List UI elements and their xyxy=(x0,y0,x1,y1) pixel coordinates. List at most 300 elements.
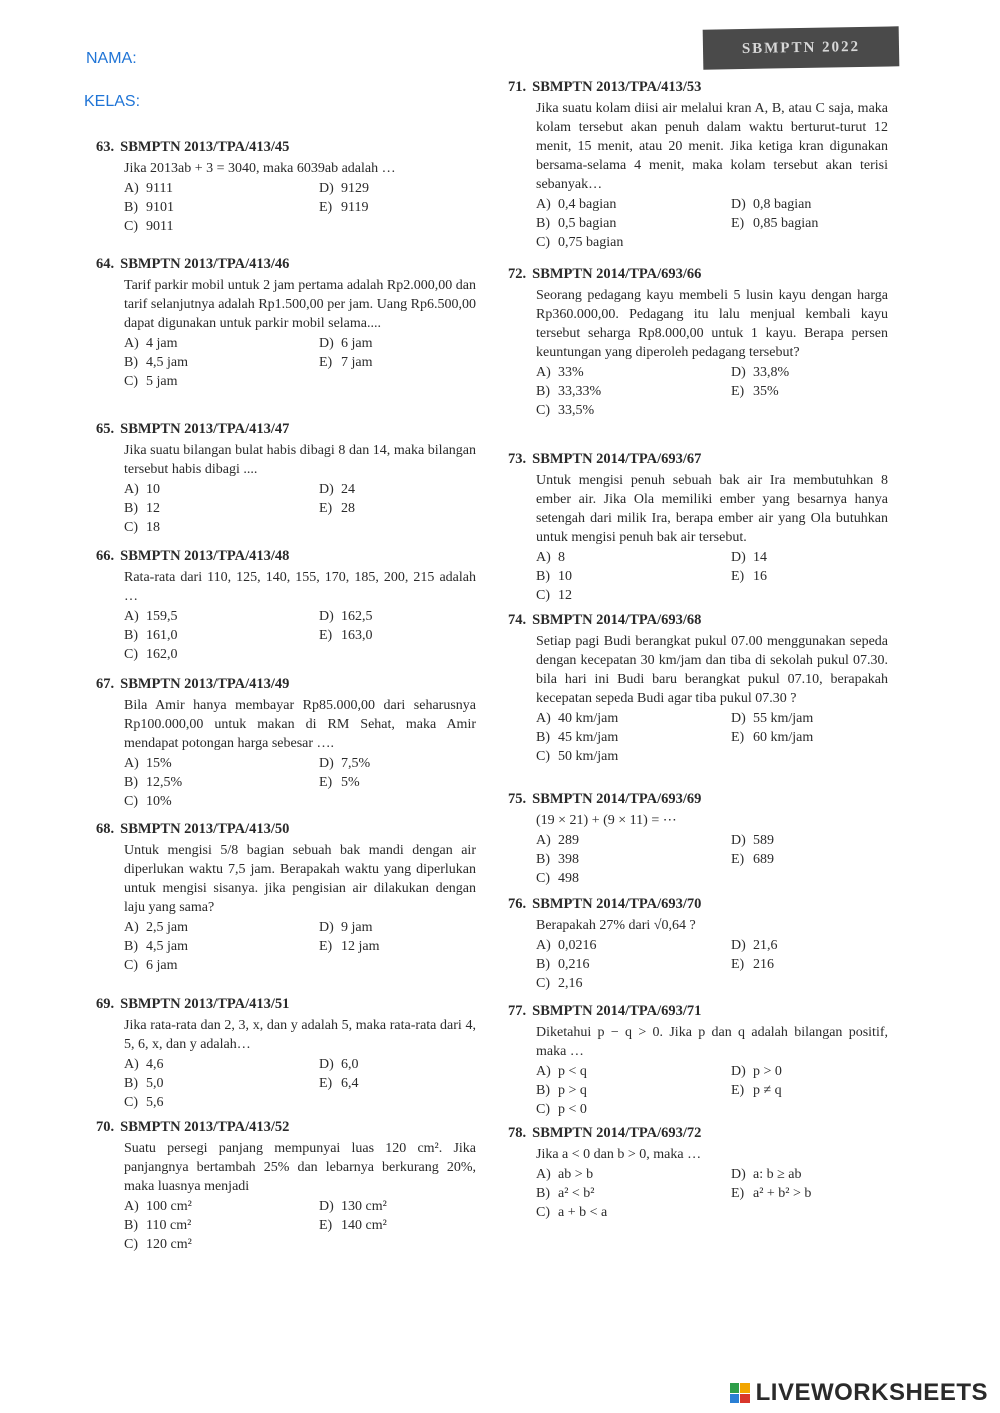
option-value: 0,75 bagian xyxy=(558,235,624,250)
option-letter: B) xyxy=(536,216,550,231)
option-letter: E) xyxy=(731,852,745,867)
answer-option[interactable] xyxy=(319,1216,504,1235)
question-text: Untuk mengisi 5/8 bagian sebuah bak mandi dengan air diperlukan waktu 7,5 jam. Berapakah waktu yang diperlukan untuk mengisi sisanya. jika pengisian air dilakukan dengan laju yang sama? xyxy=(124,843,476,915)
answer-option[interactable] xyxy=(319,1197,504,1216)
answer-option[interactable] xyxy=(124,179,319,198)
question-header xyxy=(96,255,476,274)
answer-option[interactable] xyxy=(124,1235,319,1254)
option-letter: D) xyxy=(319,482,334,497)
answer-option[interactable] xyxy=(319,754,504,773)
answer-option[interactable] xyxy=(536,850,731,869)
answer-option[interactable] xyxy=(124,1197,319,1216)
option-value: 0,216 xyxy=(558,957,590,972)
question-number: 63. xyxy=(96,139,115,155)
question-text: Seorang pedagang kayu membeli 5 lusin kayu dengan harga Rp360.000,00. Pedagang itu lalu menjual kembali kayu tersebut seharga Rp8.000,00 untuk 1 kayu. Berapa persen keuntungan yang diperoleh pedagang tersebut? xyxy=(536,288,888,360)
question-source: SBMPTN 2013/TPA/413/52 xyxy=(120,1119,290,1135)
answer-option[interactable] xyxy=(124,480,319,499)
answer-option[interactable] xyxy=(536,1100,731,1119)
answer-options xyxy=(508,831,888,888)
exam-badge: SBMPTN 2022 xyxy=(703,26,900,69)
answer-option[interactable] xyxy=(319,918,504,937)
option-value: a² + b² > b xyxy=(753,1186,812,1201)
option-letter: C) xyxy=(536,1205,550,1220)
option-letter: C) xyxy=(536,871,550,886)
question-header xyxy=(508,1002,888,1021)
answer-option[interactable] xyxy=(536,955,731,974)
question-source: SBMPTN 2013/TPA/413/48 xyxy=(120,548,290,564)
question-source: SBMPTN 2014/TPA/693/71 xyxy=(532,1003,702,1019)
answer-option[interactable] xyxy=(536,936,731,955)
answer-option[interactable] xyxy=(124,607,319,626)
answer-option[interactable] xyxy=(536,1062,731,1081)
answer-option[interactable] xyxy=(124,645,319,664)
question-header xyxy=(508,895,888,914)
option-letter: D) xyxy=(731,1064,746,1079)
option-value: 7,5% xyxy=(341,756,371,771)
answer-option[interactable] xyxy=(731,1062,916,1081)
question-text: Jika suatu bilangan bulat habis dibagi 8 dan 14, maka bilangan tersebut habis dibagi .... xyxy=(124,443,476,477)
option-letter: B) xyxy=(124,1218,138,1233)
option-letter: D) xyxy=(319,336,334,351)
answer-option[interactable] xyxy=(124,198,319,217)
option-letter: C) xyxy=(536,1102,550,1117)
answer-option[interactable] xyxy=(319,499,504,518)
answer-option[interactable] xyxy=(124,217,319,236)
option-value: 0,4 bagian xyxy=(558,197,617,212)
question-text: Jika 2013ab + 3 = 3040, maka 6039ab adalah … xyxy=(124,161,396,176)
option-value: p < q xyxy=(558,1064,587,1079)
question-source: SBMPTN 2014/TPA/693/72 xyxy=(532,1125,702,1141)
option-letter: C) xyxy=(536,235,550,250)
question-number: 74. xyxy=(508,612,527,628)
answer-option[interactable] xyxy=(536,548,731,567)
answer-option[interactable] xyxy=(731,850,916,869)
option-value: 163,0 xyxy=(341,628,373,643)
answer-option[interactable] xyxy=(124,1074,319,1093)
option-value: 0,85 bagian xyxy=(753,216,819,231)
option-letter: C) xyxy=(124,958,138,973)
question-number: 72. xyxy=(508,266,527,282)
answer-option[interactable] xyxy=(536,363,731,382)
option-letter: B) xyxy=(124,200,138,215)
option-letter: E) xyxy=(731,384,745,399)
option-value: 2,16 xyxy=(558,976,583,991)
option-letter: B) xyxy=(124,628,138,643)
answer-option[interactable] xyxy=(731,1184,916,1203)
question-header xyxy=(96,1118,476,1137)
option-value: 9129 xyxy=(341,181,369,196)
question-text: Suatu persegi panjang mempunyai luas 120 cm². Jika panjangnya bertambah 25% dan lebarnya berkurang 20%, maka luasnya menjadi xyxy=(124,1141,476,1194)
answer-option[interactable] xyxy=(536,382,731,401)
answer-options xyxy=(508,936,888,993)
answer-options xyxy=(96,179,476,236)
option-letter: E) xyxy=(319,355,333,370)
question-source: SBMPTN 2014/TPA/693/66 xyxy=(532,266,702,282)
answer-option[interactable] xyxy=(319,607,504,626)
answer-option[interactable] xyxy=(536,195,731,214)
answer-option[interactable] xyxy=(124,1216,319,1235)
answer-option[interactable] xyxy=(124,918,319,937)
question-67 xyxy=(96,675,476,811)
option-value: 14 xyxy=(753,550,767,565)
option-value: 10 xyxy=(146,482,160,497)
option-letter: C) xyxy=(124,1237,138,1252)
option-letter: E) xyxy=(319,1076,333,1091)
option-letter: E) xyxy=(731,1186,745,1201)
option-value: 9119 xyxy=(341,200,369,215)
option-value: ab > b xyxy=(558,1167,594,1182)
answer-option[interactable] xyxy=(319,1074,504,1093)
question-73 xyxy=(508,450,888,605)
question-source: SBMPTN 2014/TPA/693/69 xyxy=(532,791,702,807)
option-letter: C) xyxy=(536,976,550,991)
option-value: 33,8% xyxy=(753,365,790,380)
option-letter: E) xyxy=(319,1218,333,1233)
option-value: 60 km/jam xyxy=(753,730,814,745)
option-letter: A) xyxy=(536,1064,551,1079)
option-letter: C) xyxy=(124,374,138,389)
option-letter: E) xyxy=(319,628,333,643)
question-text: Diketahui p − q > 0. Jika p dan q adalah bilangan positif, maka … xyxy=(536,1025,888,1059)
option-value: 5 jam xyxy=(146,374,178,389)
answer-option[interactable] xyxy=(731,548,916,567)
option-letter: B) xyxy=(536,852,550,867)
option-letter: A) xyxy=(124,756,139,771)
option-value: 140 cm² xyxy=(341,1218,387,1233)
option-letter: D) xyxy=(731,365,746,380)
option-letter: E) xyxy=(731,1083,745,1098)
option-letter: D) xyxy=(731,711,746,726)
question-76 xyxy=(508,895,888,993)
option-letter: B) xyxy=(124,355,138,370)
option-letter: A) xyxy=(124,181,139,196)
answer-option[interactable] xyxy=(536,831,731,850)
question-header xyxy=(508,265,888,284)
answer-option[interactable] xyxy=(731,1165,916,1184)
question-number: 76. xyxy=(508,896,527,912)
answer-option[interactable] xyxy=(124,754,319,773)
answer-option[interactable] xyxy=(536,1203,731,1222)
option-value: 6 jam xyxy=(146,958,178,973)
option-value: 0,0216 xyxy=(558,938,597,953)
option-letter: E) xyxy=(319,775,333,790)
answer-option[interactable] xyxy=(319,937,504,956)
answer-option[interactable] xyxy=(124,353,319,372)
option-value: 6,4 xyxy=(341,1076,359,1091)
option-value: 16 xyxy=(753,569,767,584)
answer-option[interactable] xyxy=(319,353,504,372)
question-number: 64. xyxy=(96,256,115,272)
question-header xyxy=(96,820,476,839)
answer-option[interactable] xyxy=(731,728,916,747)
option-letter: E) xyxy=(319,200,333,215)
question-text: Untuk mengisi penuh sebuah bak air Ira membutuhkan 8 ember air. Jika Ola memiliki ember yang besarnya hanya setengah dari milik Ira, berapa ember air yang Ola butuhkan untuk mengisi penuh bak air tersebut. xyxy=(536,473,888,545)
option-value: 33,33% xyxy=(558,384,602,399)
question-63 xyxy=(96,138,476,236)
answer-option[interactable] xyxy=(124,334,319,353)
option-letter: C) xyxy=(124,794,138,809)
answer-option[interactable] xyxy=(124,792,319,811)
option-value: 18 xyxy=(146,520,160,535)
option-value: a: b ≥ ab xyxy=(753,1167,802,1182)
option-letter: C) xyxy=(536,749,550,764)
option-value: 10% xyxy=(146,794,172,809)
option-value: 689 xyxy=(753,852,774,867)
option-letter: D) xyxy=(319,920,334,935)
answer-option[interactable] xyxy=(319,179,504,198)
question-source: SBMPTN 2013/TPA/413/53 xyxy=(532,79,702,95)
option-value: 589 xyxy=(753,833,774,848)
answer-option[interactable] xyxy=(731,1081,916,1100)
question-source: SBMPTN 2013/TPA/413/50 xyxy=(120,821,290,837)
option-letter: B) xyxy=(124,1076,138,1091)
option-letter: B) xyxy=(124,501,138,516)
option-letter: B) xyxy=(536,1186,550,1201)
question-77 xyxy=(508,1002,888,1119)
answer-option[interactable] xyxy=(536,401,731,420)
class-label: KELAS: xyxy=(84,93,141,110)
option-value: 398 xyxy=(558,852,579,867)
answer-option[interactable] xyxy=(536,974,731,993)
question-74 xyxy=(508,611,888,766)
option-value: 12 jam xyxy=(341,939,380,954)
option-letter: A) xyxy=(536,711,551,726)
option-letter: D) xyxy=(731,550,746,565)
question-75 xyxy=(508,790,888,888)
answer-option[interactable] xyxy=(536,1165,731,1184)
option-value: 162,0 xyxy=(146,647,178,662)
question-text: Jika a < 0 dan b > 0, maka … xyxy=(536,1147,702,1162)
option-letter: D) xyxy=(731,1167,746,1182)
option-value: 161,0 xyxy=(146,628,178,643)
answer-option[interactable] xyxy=(536,1184,731,1203)
option-letter: A) xyxy=(536,833,551,848)
option-letter: E) xyxy=(731,730,745,745)
option-letter: E) xyxy=(319,939,333,954)
name-label: NAMA: xyxy=(86,50,137,67)
question-78 xyxy=(508,1124,888,1222)
option-letter: A) xyxy=(124,1199,139,1214)
answer-option[interactable] xyxy=(731,214,916,233)
answer-option[interactable] xyxy=(319,198,504,217)
answer-options xyxy=(508,1165,888,1222)
answer-option[interactable] xyxy=(319,773,504,792)
question-number: 75. xyxy=(508,791,527,807)
answer-option[interactable] xyxy=(731,955,916,974)
question-number: 73. xyxy=(508,451,527,467)
answer-option[interactable] xyxy=(319,1055,504,1074)
question-text: Jika suatu kolam diisi air melalui kran A, B, atau C saja, maka kolam tersebut akan penuh dalam waktu berturut-turut 12 menit, 15 menit, atau 20 menit. Jika ketiga kran digunakan bersama-selama 4 menit, maka kolam tersebut akan terisi sebanyak… xyxy=(536,101,888,192)
question-text: Tarif parkir mobil untuk 2 jam pertama adalah Rp2.000,00 dan tarif selanjutnya adalah Rp1.500,00 per jam. Uang Rp6.500,00 dapat digunakan untuk parkir mobil selama.... xyxy=(124,278,476,331)
answer-options xyxy=(508,195,888,252)
option-letter: D) xyxy=(731,938,746,953)
question-text: Bila Amir hanya membayar Rp85.000,00 dari seharusnya Rp100.000,00 untuk makan di RM Sehat, maka Amir mendapat potongan harga sebesar …. xyxy=(124,698,476,751)
answer-option[interactable] xyxy=(124,1093,319,1112)
answer-option[interactable] xyxy=(124,499,319,518)
option-value: 55 km/jam xyxy=(753,711,814,726)
option-letter: E) xyxy=(731,957,745,972)
option-letter: A) xyxy=(124,482,139,497)
option-value: 0,5 bagian xyxy=(558,216,617,231)
answer-option[interactable] xyxy=(536,728,731,747)
option-letter: A) xyxy=(124,1057,139,1072)
option-value: 2,5 jam xyxy=(146,920,188,935)
answer-option[interactable] xyxy=(536,709,731,728)
question-header xyxy=(508,790,888,809)
option-value: 12 xyxy=(146,501,160,516)
question-text: Rata-rata dari 110, 125, 140, 155, 170, 185, 200, 215 adalah … xyxy=(124,570,476,604)
answer-option[interactable] xyxy=(731,195,916,214)
answer-option[interactable] xyxy=(124,937,319,956)
question-71 xyxy=(508,78,888,252)
option-letter: B) xyxy=(536,569,550,584)
answer-option[interactable] xyxy=(536,567,731,586)
question-number: 68. xyxy=(96,821,115,837)
question-number: 78. xyxy=(508,1125,527,1141)
question-source: SBMPTN 2014/TPA/693/67 xyxy=(532,451,702,467)
answer-options xyxy=(508,709,888,766)
option-value: 33% xyxy=(558,365,584,380)
option-value: 6 jam xyxy=(341,336,373,351)
answer-option[interactable] xyxy=(731,363,916,382)
option-value: 21,6 xyxy=(753,938,778,953)
answer-option[interactable] xyxy=(124,626,319,645)
answer-options xyxy=(96,1055,476,1112)
option-value: 24 xyxy=(341,482,355,497)
logo-text: LIVEWORKSHEETS xyxy=(755,1379,988,1406)
question-64 xyxy=(96,255,476,391)
option-value: 0,8 bagian xyxy=(753,197,812,212)
question-source: SBMPTN 2013/TPA/413/46 xyxy=(120,256,290,272)
answer-option[interactable] xyxy=(731,567,916,586)
option-value: 289 xyxy=(558,833,579,848)
answer-option[interactable] xyxy=(124,956,319,975)
question-number: 67. xyxy=(96,676,115,692)
option-value: p > q xyxy=(558,1083,587,1098)
answer-option[interactable] xyxy=(731,831,916,850)
answer-option[interactable] xyxy=(536,1081,731,1100)
option-letter: C) xyxy=(536,588,550,603)
option-value: 100 cm² xyxy=(146,1199,192,1214)
question-source: SBMPTN 2013/TPA/413/47 xyxy=(120,421,290,437)
answer-option[interactable] xyxy=(319,626,504,645)
option-letter: A) xyxy=(536,550,551,565)
question-69 xyxy=(96,995,476,1112)
option-value: 8 xyxy=(558,550,565,565)
question-header xyxy=(508,1124,888,1143)
option-letter: D) xyxy=(731,197,746,212)
answer-options xyxy=(508,548,888,605)
option-value: 498 xyxy=(558,871,579,886)
option-letter: D) xyxy=(319,1199,334,1214)
option-value: p > 0 xyxy=(753,1064,782,1079)
question-header xyxy=(96,547,476,566)
answer-option[interactable] xyxy=(731,382,916,401)
answer-option[interactable] xyxy=(536,233,731,252)
option-value: p < 0 xyxy=(558,1102,587,1117)
question-header xyxy=(508,611,888,630)
option-value: 4,5 jam xyxy=(146,355,188,370)
question-number: 77. xyxy=(508,1003,527,1019)
option-value: p ≠ q xyxy=(753,1083,782,1098)
question-source: SBMPTN 2014/TPA/693/70 xyxy=(532,896,702,912)
question-number: 71. xyxy=(508,79,527,95)
option-letter: A) xyxy=(536,365,551,380)
option-value: 33,5% xyxy=(558,403,595,418)
option-letter: B) xyxy=(536,730,550,745)
option-letter: D) xyxy=(319,756,334,771)
answer-options xyxy=(96,334,476,391)
question-number: 66. xyxy=(96,548,115,564)
option-letter: E) xyxy=(731,216,745,231)
question-header xyxy=(96,138,476,157)
option-letter: A) xyxy=(536,197,551,212)
question-72 xyxy=(508,265,888,420)
question-source: SBMPTN 2013/TPA/413/45 xyxy=(120,139,290,155)
answer-option[interactable] xyxy=(536,214,731,233)
answer-option[interactable] xyxy=(124,518,319,537)
option-value: 45 km/jam xyxy=(558,730,619,745)
option-value: 4,6 xyxy=(146,1057,164,1072)
answer-option[interactable] xyxy=(124,1055,319,1074)
answer-options xyxy=(96,754,476,811)
option-value: 216 xyxy=(753,957,774,972)
question-68 xyxy=(96,820,476,975)
option-letter: A) xyxy=(536,1167,551,1182)
option-letter: C) xyxy=(124,219,138,234)
answer-option[interactable] xyxy=(319,480,504,499)
option-letter: A) xyxy=(124,920,139,935)
option-letter: B) xyxy=(536,1083,550,1098)
answer-options xyxy=(508,363,888,420)
option-value: 110 cm² xyxy=(146,1218,192,1233)
option-letter: E) xyxy=(731,569,745,584)
option-letter: C) xyxy=(124,1095,138,1110)
answer-option[interactable] xyxy=(124,773,319,792)
answer-option[interactable] xyxy=(319,334,504,353)
answer-option[interactable] xyxy=(124,372,319,391)
answer-option[interactable] xyxy=(536,586,731,605)
option-value: 159,5 xyxy=(146,609,178,624)
question-source: SBMPTN 2014/TPA/693/68 xyxy=(532,612,702,628)
answer-option[interactable] xyxy=(536,869,731,888)
question-number: 69. xyxy=(96,996,115,1012)
option-value: 9011 xyxy=(146,219,174,234)
answer-option[interactable] xyxy=(536,747,731,766)
question-number: 65. xyxy=(96,421,115,437)
answer-options xyxy=(96,918,476,975)
option-value: 9101 xyxy=(146,200,174,215)
option-value: 5% xyxy=(341,775,360,790)
option-letter: B) xyxy=(124,775,138,790)
question-text: Setiap pagi Budi berangkat pukul 07.00 menggunakan sepeda dengan kecepatan 30 km/jam dan tiba di sekolah pukul 07.30. bila hari ini Budi baru berangkat pukul 07.10, berapakah kecepatan sepeda Budi agar tiba pukul 07.30 ? xyxy=(536,634,888,706)
answer-options xyxy=(96,1197,476,1254)
answer-option[interactable] xyxy=(731,936,916,955)
option-letter: D) xyxy=(319,609,334,624)
option-value: 12,5% xyxy=(146,775,183,790)
answer-option[interactable] xyxy=(731,709,916,728)
option-value: 9111 xyxy=(146,181,173,196)
question-header xyxy=(96,420,476,439)
answer-options xyxy=(96,480,476,537)
option-value: 40 km/jam xyxy=(558,711,619,726)
option-letter: C) xyxy=(124,647,138,662)
option-letter: B) xyxy=(124,939,138,954)
liveworksheets-logo xyxy=(730,1379,988,1407)
option-letter: A) xyxy=(124,336,139,351)
option-value: 162,5 xyxy=(341,609,373,624)
option-value: 28 xyxy=(341,501,355,516)
